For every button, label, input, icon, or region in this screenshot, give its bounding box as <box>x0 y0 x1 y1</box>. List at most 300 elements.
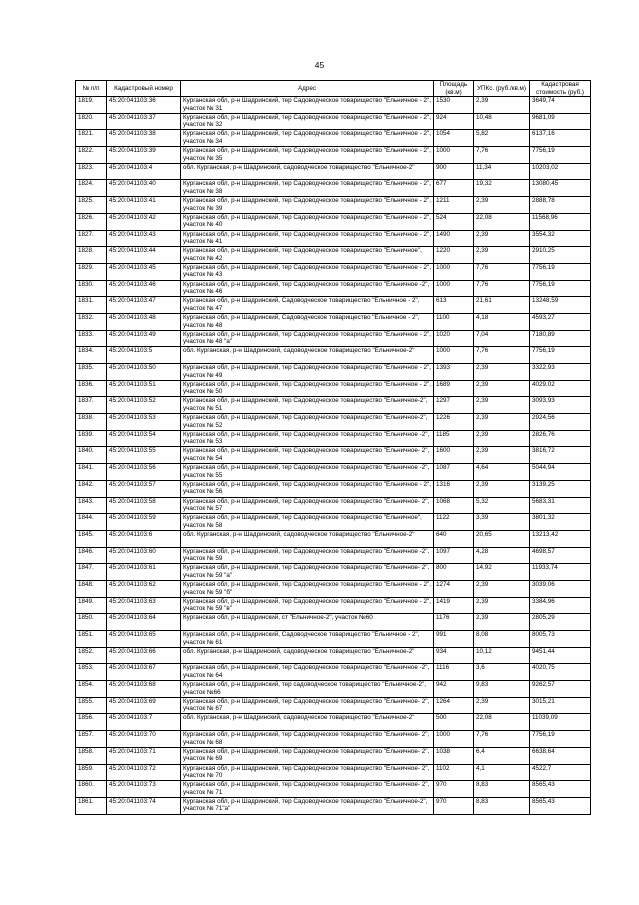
row-cadastral: 45:20:041103:4 <box>107 163 181 180</box>
row-upks: 8,08 <box>474 631 530 648</box>
row-upks: 2,39 <box>474 380 530 397</box>
row-area: 1490 <box>434 230 474 247</box>
row-address: Курганская обл, р-н Шадринский, тер Садоводческое товарищество "Ельничное - 2", участок № 48 "а" <box>181 330 434 347</box>
row-upks: 4,1 <box>474 764 530 781</box>
row-num: 1849. <box>76 597 107 614</box>
row-cadastral: 45:20:041103:72 <box>107 764 181 781</box>
row-upks: 21,61 <box>474 297 530 314</box>
table-row <box>76 297 591 314</box>
row-upks: 7,76 <box>474 147 530 164</box>
row-address: Курганская обл, р-н Шадринский, тер Садоводческое товарищество "Ельничное -2", участок № 64 <box>181 664 434 681</box>
row-area: 1068 <box>434 497 474 514</box>
row-num: 1824. <box>76 180 107 197</box>
row-num: 1860. <box>76 781 107 798</box>
row-cost: 3816,72 <box>530 447 591 464</box>
table-row <box>76 97 591 114</box>
row-address: Курганская обл, р-н Шадринский, тер Садоводческое товарищество "Ельничное-2", участок № 51 <box>181 397 434 414</box>
row-num: 1850. <box>76 614 107 631</box>
row-num: 1858. <box>76 747 107 764</box>
row-cadastral: 45:20:041103:60 <box>107 547 181 564</box>
row-cost: 13213,42 <box>530 530 591 547</box>
row-area: 640 <box>434 530 474 547</box>
row-address: Курганская обл, р-н Шадринский, тер Садоводческое товарищество "Ельничное- 2", участок № 68 <box>181 731 434 748</box>
row-upks: 7,76 <box>474 347 530 364</box>
row-num: 1834. <box>76 347 107 364</box>
row-cadastral: 45:20:041103:61 <box>107 564 181 581</box>
row-address: Курганская обл, р-н Шадринский, тер Садоводческое товарищество "Ельничное - 2", участок № 38 <box>181 180 434 197</box>
row-upks: 4,64 <box>474 464 530 481</box>
row-cadastral: 45:20:041103:57 <box>107 480 181 497</box>
row-cost: 8565,43 <box>530 781 591 798</box>
row-cadastral: 45:20:041103:42 <box>107 213 181 230</box>
table-row <box>76 681 591 698</box>
table-row <box>76 247 591 264</box>
table-row <box>76 280 591 297</box>
row-cadastral: 45:20:041103:67 <box>107 664 181 681</box>
table-row <box>76 714 591 731</box>
row-cost: 7756,19 <box>530 263 591 280</box>
row-address: обл. Курганская, р-н Шадринский, садоводческое товарищество "Ельничное-2" <box>181 647 434 664</box>
row-upks: 2,39 <box>474 364 530 381</box>
cadastral-table <box>75 80 591 815</box>
table-row <box>76 213 591 230</box>
row-address: Курганская обл, р-н Шадринский, тер Садоводческое товарищество "Ельничное - 2", участок № 50 <box>181 380 434 397</box>
row-cost: 4522,7 <box>530 764 591 781</box>
table-row <box>76 430 591 447</box>
row-num: 1830. <box>76 280 107 297</box>
row-cadastral: 45:20:041103:39 <box>107 147 181 164</box>
row-area: 1020 <box>434 330 474 347</box>
page-number: 45 <box>314 60 325 70</box>
row-cadastral: 45:20:041103:46 <box>107 280 181 297</box>
row-num: 1844. <box>76 514 107 531</box>
row-cost: 11933,74 <box>530 564 591 581</box>
row-upks: 5,32 <box>474 497 530 514</box>
row-cadastral: 45:20:041103:52 <box>107 397 181 414</box>
row-upks: 3,39 <box>474 514 530 531</box>
row-num: 1847. <box>76 564 107 581</box>
row-cadastral: 45:20:041103:40 <box>107 180 181 197</box>
table-row <box>76 364 591 381</box>
row-upks: 2,39 <box>474 697 530 714</box>
row-num: 1841. <box>76 464 107 481</box>
row-area: 1274 <box>434 580 474 597</box>
row-num: 1831. <box>76 297 107 314</box>
row-upks: 2,39 <box>474 597 530 614</box>
row-upks: 14,92 <box>474 564 530 581</box>
row-cost: 9262,57 <box>530 681 591 698</box>
table-row <box>76 614 591 631</box>
table-row <box>76 147 591 164</box>
table-row <box>76 764 591 781</box>
row-upks: 6,4 <box>474 747 530 764</box>
row-cost: 7756,19 <box>530 280 591 297</box>
row-area: 1419 <box>434 597 474 614</box>
row-area: 1297 <box>434 397 474 414</box>
row-cost: 8005,73 <box>530 631 591 648</box>
row-cost: 13080,45 <box>530 180 591 197</box>
row-address: Курганская обл, р-н Шадринский, тер Садоводческое товарищество "Ельничное- 2", участок № 71 <box>181 781 434 798</box>
row-address: Курганская обл, р-н Шадринский, тер Садоводческое товарищество "Ельничное -2", участок № 59 <box>181 547 434 564</box>
row-area: 800 <box>434 564 474 581</box>
row-area: 1000 <box>434 147 474 164</box>
table-row <box>76 263 591 280</box>
row-cost: 4029,02 <box>530 380 591 397</box>
row-upks: 3,6 <box>474 664 530 681</box>
row-area: 1264 <box>434 697 474 714</box>
row-cadastral: 45:20:041103:74 <box>107 797 181 814</box>
table-row <box>76 414 591 431</box>
row-address: Курганская обл, р-н Шадринский, тер Садоводческое товарищество "Ельничное - 2", участок № 39 <box>181 197 434 214</box>
row-address: Курганская обл, р-н Шадринский, тер Садоводческое товарищество "Ельничное - 2", участок № 35 <box>181 147 434 164</box>
row-area: 970 <box>434 781 474 798</box>
row-address: Курганская обл, р-н Шадринский, тер Садоводческое товарищество "Ельничное - 2", участок № 59 "в" <box>181 597 434 614</box>
row-num: 1853. <box>76 664 107 681</box>
row-num: 1836. <box>76 380 107 397</box>
row-num: 1861. <box>76 797 107 814</box>
row-area: 1393 <box>434 364 474 381</box>
row-num: 1854. <box>76 681 107 698</box>
row-cost: 4593,27 <box>530 313 591 330</box>
row-cadastral: 45:20:041103:47 <box>107 297 181 314</box>
table-row <box>76 113 591 130</box>
row-cost: 11568,96 <box>530 213 591 230</box>
row-cadastral: 45:20:041103:55 <box>107 447 181 464</box>
row-cost: 3139,25 <box>530 480 591 497</box>
row-area: 900 <box>434 163 474 180</box>
row-address: Курганская обл, р-н Шадринский, тер Садоводческое товарищество "Ельничное -2", участок № 46 <box>181 280 434 297</box>
table-row <box>76 547 591 564</box>
row-cost: 2888,78 <box>530 197 591 214</box>
row-address: Курганская обл, р-н Шадринский, тер Садоводческое товарищество "Ельничное - 2", участок № 32 <box>181 113 434 130</box>
row-address: Курганская обл, р-н Шадринский, тер Садоводческое товарищество "Ельничное-2", участок № 52 <box>181 414 434 431</box>
row-upks: 2,39 <box>474 197 530 214</box>
row-num: 1832. <box>76 313 107 330</box>
row-cost: 7756,19 <box>530 347 591 364</box>
row-num: 1840. <box>76 447 107 464</box>
row-cost: 6638,64 <box>530 747 591 764</box>
row-upks: 22,08 <box>474 714 530 731</box>
row-cost: 3039,06 <box>530 580 591 597</box>
row-num: 1855. <box>76 697 107 714</box>
row-area: 1122 <box>434 514 474 531</box>
row-cost: 13248,59 <box>530 297 591 314</box>
row-num: 1819. <box>76 97 107 114</box>
row-cadastral: 45:20:041103:38 <box>107 130 181 147</box>
row-upks: 2,39 <box>474 97 530 114</box>
row-num: 1852. <box>76 647 107 664</box>
table-row <box>76 163 591 180</box>
row-cadastral: 45:20:041103:6 <box>107 530 181 547</box>
row-cadastral: 45:20:041103:59 <box>107 514 181 531</box>
table-row <box>76 781 591 798</box>
row-area: 942 <box>434 681 474 698</box>
table-row <box>76 180 591 197</box>
table-row <box>76 514 591 531</box>
row-cost: 9451,44 <box>530 647 591 664</box>
row-upks: 2,39 <box>474 447 530 464</box>
row-cadastral: 45:20:041103:62 <box>107 580 181 597</box>
row-area: 1176 <box>434 614 474 631</box>
table-row <box>76 230 591 247</box>
row-area: 1185 <box>434 430 474 447</box>
row-upks: 7,76 <box>474 280 530 297</box>
row-cadastral: 45:20:041103:51 <box>107 380 181 397</box>
row-cadastral: 45:20:041103:5 <box>107 347 181 364</box>
row-num: 1859. <box>76 764 107 781</box>
row-upks: 9,83 <box>474 681 530 698</box>
row-cadastral: 45:20:041103:66 <box>107 647 181 664</box>
row-address: Курганская обл, р-н Шадринский, тер Садоводческое товарищество "Ельничное- 2", участок № 69 <box>181 747 434 764</box>
row-num: 1839. <box>76 430 107 447</box>
row-num: 1827. <box>76 230 107 247</box>
row-cost: 3384,96 <box>530 597 591 614</box>
row-num: 1838. <box>76 414 107 431</box>
row-upks: 10,12 <box>474 647 530 664</box>
row-cadastral: 45:20:041103:65 <box>107 631 181 648</box>
row-cost: 7756,19 <box>530 731 591 748</box>
row-cadastral: 45:20:041103:48 <box>107 313 181 330</box>
row-cost: 2910,25 <box>530 247 591 264</box>
row-num: 1823. <box>76 163 107 180</box>
table-row <box>76 347 591 364</box>
row-cost: 3015,21 <box>530 697 591 714</box>
table-row <box>76 747 591 764</box>
row-address: Курганская обл, р-н Шадринский, тер Садоводческое товарищество "Ельничное- 2", участок № 70 <box>181 764 434 781</box>
row-area: 1316 <box>434 480 474 497</box>
row-cost: 8565,43 <box>530 797 591 814</box>
row-address: Курганская обл, р-н Шадринский, Садоводческое товарищество "Ельничное - 2", участок № 61 <box>181 631 434 648</box>
row-cadastral: 45:20:041103:44 <box>107 247 181 264</box>
row-upks: 19,32 <box>474 180 530 197</box>
table-row <box>76 480 591 497</box>
row-area: 1000 <box>434 280 474 297</box>
row-area: 1689 <box>434 380 474 397</box>
row-num: 1825. <box>76 197 107 214</box>
row-upks: 4,18 <box>474 313 530 330</box>
row-area: 1100 <box>434 313 474 330</box>
row-cadastral: 45:20:041103:50 <box>107 364 181 381</box>
table-row <box>76 530 591 547</box>
row-upks: 5,82 <box>474 130 530 147</box>
table-row <box>76 731 591 748</box>
row-cost: 3801,32 <box>530 514 591 531</box>
row-area: 1054 <box>434 130 474 147</box>
table-row <box>76 647 591 664</box>
row-address: обл. Курганская, р-н Шадринский, садоводческое товарищество "Ельничное-2" <box>181 347 434 364</box>
row-cost: 5044,94 <box>530 464 591 481</box>
row-cost: 7756,19 <box>530 147 591 164</box>
row-num: 1857. <box>76 731 107 748</box>
row-upks: 2,39 <box>474 480 530 497</box>
row-address: Курганская обл, р-н Шадринский, тер Садоводческое товарищество "Ельничное - 2", участок № 59 "б" <box>181 580 434 597</box>
table-row <box>76 447 591 464</box>
row-address: Курганская обл, р-н Шадринский, тер Садоводческое товарищество "Ельничное", участок № 42 <box>181 247 434 264</box>
header-num: № п/п <box>76 81 107 97</box>
row-address: Курганская обл, р-н Шадринский, тер Садоводческое товарищество "Ельничное -2", участок № 55 <box>181 464 434 481</box>
row-cadastral: 45:20:041103:73 <box>107 781 181 798</box>
row-cadastral: 45:20:041103:64 <box>107 614 181 631</box>
row-area: 1000 <box>434 347 474 364</box>
row-cost: 9681,09 <box>530 113 591 130</box>
row-address: обл. Курганская, р-н Шадринский, садоводческое товарищество "Ельничное-2" <box>181 714 434 731</box>
header-cost: Кадастровая стоимость (руб.) <box>530 81 591 97</box>
row-address: Курганская обл, р-н Шадринский, тер Садоводческое товарищество "Ельничное- 2", участок № 57 <box>181 497 434 514</box>
row-address: Курганская обл, р-н Шадринский, тер Садоводческое товарищество "Ельничное - 2", участок № 41 <box>181 230 434 247</box>
row-cadastral: 45:20:041103:70 <box>107 731 181 748</box>
row-num: 1842. <box>76 480 107 497</box>
row-address: Курганская обл, р-н Шадринский, тер Садоводческое товарищество "Ельничное -2", участок № 53 <box>181 430 434 447</box>
table-row <box>76 397 591 414</box>
row-upks: 2,39 <box>474 430 530 447</box>
row-cost: 4698,57 <box>530 547 591 564</box>
row-num: 1822. <box>76 147 107 164</box>
row-cadastral: 45:20:041103:63 <box>107 597 181 614</box>
row-address: Курганская обл, р-н Шадринский, тер Садоводческое товарищество "Ельничное- 2", участок № 59 "а" <box>181 564 434 581</box>
row-address: Курганская обл, р-н Шадринский, Садоводческое товарищество "Ельничное - 2", участок № 47 <box>181 297 434 314</box>
table-row <box>76 464 591 481</box>
row-upks: 4,28 <box>474 547 530 564</box>
table-row <box>76 664 591 681</box>
row-area: 1226 <box>434 414 474 431</box>
row-cost: 3322,93 <box>530 364 591 381</box>
row-cadastral: 45:20:041103:43 <box>107 230 181 247</box>
row-num: 1833. <box>76 330 107 347</box>
row-area: 934 <box>434 647 474 664</box>
row-cadastral: 45:20:041103:71 <box>107 747 181 764</box>
row-address: Курганская обл, р-н Шадринский, Садоводческое товарищество "Ельничное - 2", участок № 48 <box>181 313 434 330</box>
row-address: Курганская обл, р-н Шадринский, тер Садоводческое товарищество "Ельничное-2", участок № 71"а" <box>181 797 434 814</box>
row-num: 1829. <box>76 263 107 280</box>
row-cadastral: 45:20:041103:54 <box>107 430 181 447</box>
table-row <box>76 564 591 581</box>
row-area: 1600 <box>434 447 474 464</box>
row-upks: 2,39 <box>474 397 530 414</box>
row-upks: 8,83 <box>474 797 530 814</box>
row-address: Курганская обл, р-н Шадринский, ст "Ельничное-2", участок №60 <box>181 614 434 631</box>
header-cadastral: Кадастровый номер <box>107 81 181 97</box>
row-upks: 7,76 <box>474 263 530 280</box>
row-area: 1038 <box>434 747 474 764</box>
row-num: 1820. <box>76 113 107 130</box>
row-cost: 3554,32 <box>530 230 591 247</box>
row-upks: 22,08 <box>474 213 530 230</box>
row-area: 1087 <box>434 464 474 481</box>
row-num: 1856. <box>76 714 107 731</box>
row-area: 524 <box>434 213 474 230</box>
row-cost: 5683,31 <box>530 497 591 514</box>
row-area: 500 <box>434 714 474 731</box>
row-upks: 2,39 <box>474 580 530 597</box>
row-cadastral: 45:20:041103:49 <box>107 330 181 347</box>
row-area: 1211 <box>434 197 474 214</box>
row-upks: 11,34 <box>474 163 530 180</box>
row-cost: 2924,56 <box>530 414 591 431</box>
row-upks: 2,39 <box>474 414 530 431</box>
row-upks: 2,39 <box>474 614 530 631</box>
row-cadastral: 45:20:041103:58 <box>107 497 181 514</box>
row-area: 1220 <box>434 247 474 264</box>
row-address: Курганская обл, р-н Шадринский, тер Садоводческое товарищество "Ельничное", участок № 58 <box>181 514 434 531</box>
row-cost: 11039,09 <box>530 714 591 731</box>
row-address: Курганская обл, р-н Шадринский, тер Садоводческое товарищество "Ельничное - 2", участок № 43 <box>181 263 434 280</box>
row-cadastral: 45:20:041103:69 <box>107 697 181 714</box>
row-num: 1845. <box>76 530 107 547</box>
row-cost: 6137,16 <box>530 130 591 147</box>
row-cadastral: 45:20:041103:36 <box>107 97 181 114</box>
row-address: Курганская обл, р-н Шадринский, тер Садоводческое товарищество "Ельничное- 2", участок № 54 <box>181 447 434 464</box>
row-address: обл. Курганская, р-н Шадринский, садоводческое товарищество "Ельничное-2" <box>181 163 434 180</box>
row-upks: 2,39 <box>474 230 530 247</box>
row-area: 1102 <box>434 764 474 781</box>
row-area: 613 <box>434 297 474 314</box>
table-row <box>76 697 591 714</box>
row-area: 970 <box>434 797 474 814</box>
row-cost: 3649,74 <box>530 97 591 114</box>
row-upks: 20,65 <box>474 530 530 547</box>
table-row <box>76 597 591 614</box>
row-area: 677 <box>434 180 474 197</box>
row-num: 1826. <box>76 213 107 230</box>
row-num: 1828. <box>76 247 107 264</box>
row-address: Курганская обл, р-н Шадринский, тер Садоводческое товарищество "Ельничное - 2", участок № 31 <box>181 97 434 114</box>
row-cost: 3093,93 <box>530 397 591 414</box>
row-address: обл. Курганская, р-н Шадринский, садоводческое товарищество "Ельничное-2" <box>181 530 434 547</box>
table-row <box>76 313 591 330</box>
row-cost: 4020,75 <box>530 664 591 681</box>
row-cadastral: 45:20:041103:37 <box>107 113 181 130</box>
row-num: 1848. <box>76 580 107 597</box>
row-area: 1116 <box>434 664 474 681</box>
row-cadastral: 45:20:041103:53 <box>107 414 181 431</box>
row-address: Курганская обл, р-н Шадринский, тер Садоводческое товарищество "Ельничное- 2", участок № 67 <box>181 697 434 714</box>
row-cadastral: 45:20:041103:41 <box>107 197 181 214</box>
table-row <box>76 197 591 214</box>
row-address: Курганская обл, р-н Шадринский, тер Садоводческое товарищество "Ельничное - 2", участок № 40 <box>181 213 434 230</box>
row-cadastral: 45:20:041103:68 <box>107 681 181 698</box>
table-row <box>76 797 591 814</box>
row-cost: 2826,76 <box>530 430 591 447</box>
row-address: Курганская обл, р-н Шадринский, тер Садоводческое товарищество "Ельничное - 2", участок № 56 <box>181 480 434 497</box>
row-num: 1835. <box>76 364 107 381</box>
row-address: Курганская обл, р-н Шадринский, тер Садоводческое товарищество "Ельничное - 2", участок № 49 <box>181 364 434 381</box>
row-cadastral: 45:20:041103:45 <box>107 263 181 280</box>
row-upks: 7,76 <box>474 731 530 748</box>
table-header-row <box>76 81 591 97</box>
row-cadastral: 45:20:041103:56 <box>107 464 181 481</box>
row-area: 1530 <box>434 97 474 114</box>
row-upks: 2,39 <box>474 247 530 264</box>
row-cost: 2805,29 <box>530 614 591 631</box>
row-cost: 10203,02 <box>530 163 591 180</box>
table-row <box>76 380 591 397</box>
row-area: 991 <box>434 631 474 648</box>
row-upks: 7,04 <box>474 330 530 347</box>
header-area: Площадь (кв.м) <box>434 81 474 97</box>
row-num: 1846. <box>76 547 107 564</box>
table-row <box>76 497 591 514</box>
row-num: 1843. <box>76 497 107 514</box>
row-cadastral: 45:20:041103:7 <box>107 714 181 731</box>
table-row <box>76 130 591 147</box>
row-area: 1000 <box>434 263 474 280</box>
row-address: Курганская обл, р-н Шадринский, тер садоводческое товарищество "Ельничное-2", участок №66 <box>181 681 434 698</box>
table-row <box>76 580 591 597</box>
row-area: 1000 <box>434 731 474 748</box>
row-address: Курганская обл, р-н Шадринский, тер Садоводческое товарищество "Ельничное - 2", участок № 34 <box>181 130 434 147</box>
header-upks: УПКс. (руб./кв.м) <box>474 81 530 97</box>
row-upks: 8,83 <box>474 781 530 798</box>
